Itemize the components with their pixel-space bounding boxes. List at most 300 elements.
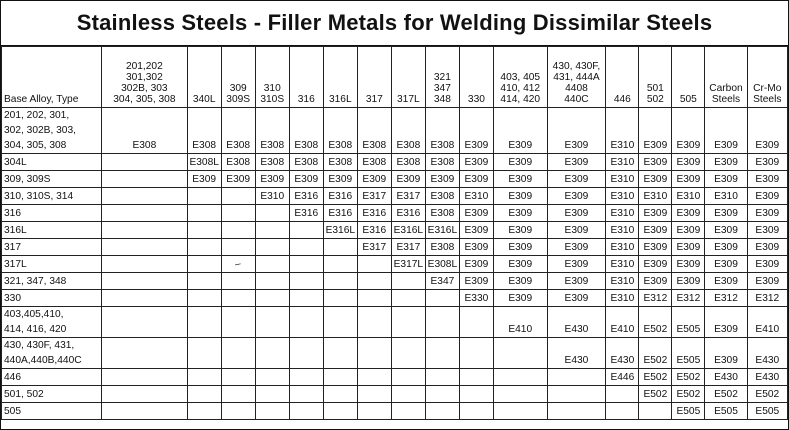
filler-cell bbox=[391, 290, 425, 307]
filler-cell: E309 bbox=[639, 171, 672, 188]
column-header bbox=[493, 47, 547, 108]
filler-cell bbox=[323, 290, 357, 307]
column-header-line: 309 bbox=[229, 83, 247, 94]
table-row bbox=[2, 188, 788, 205]
column-header bbox=[672, 47, 705, 108]
filler-cell bbox=[357, 386, 391, 403]
filler-cell: E502 bbox=[747, 386, 787, 403]
filler-cell: E310 bbox=[606, 256, 639, 273]
filler-cell: E309 bbox=[747, 239, 787, 256]
table-row bbox=[2, 369, 788, 386]
filler-cell bbox=[102, 403, 188, 420]
filler-cell bbox=[357, 290, 391, 307]
filler-cell: E309 bbox=[705, 108, 747, 154]
filler-cell: E309 bbox=[493, 108, 547, 154]
filler-cell bbox=[187, 338, 221, 369]
filler-cell: E309 bbox=[747, 188, 787, 205]
filler-cell bbox=[459, 403, 493, 420]
filler-cell: E308 bbox=[323, 154, 357, 171]
column-header-line: 201,202 bbox=[125, 61, 163, 72]
filler-cell: E430 bbox=[747, 338, 787, 369]
filler-cell: E309 bbox=[221, 171, 255, 188]
filler-cell bbox=[187, 239, 221, 256]
column-header bbox=[323, 47, 357, 108]
filler-cell: E309 bbox=[357, 171, 391, 188]
filler-cell: E312 bbox=[747, 290, 787, 307]
filler-cell: E310 bbox=[672, 188, 705, 205]
filler-cell bbox=[391, 338, 425, 369]
base-alloy-line: 403,405,410, bbox=[4, 309, 64, 320]
filler-cell: E316 bbox=[289, 188, 323, 205]
filler-cell: E310 bbox=[606, 154, 639, 171]
filler-cell: E410 bbox=[606, 307, 639, 338]
page-title: Stainless Steels - Filler Metals for Welding Dissimilar Steels bbox=[1, 1, 788, 46]
filler-cell: E505 bbox=[747, 403, 787, 420]
filler-cell: E316 bbox=[323, 188, 357, 205]
base-alloy-line: 316 bbox=[4, 208, 21, 219]
column-header-line: 309S bbox=[226, 94, 251, 105]
filler-cell bbox=[425, 338, 459, 369]
filler-cell: E502 bbox=[639, 386, 672, 403]
filler-cell bbox=[255, 256, 289, 273]
filler-cell bbox=[221, 307, 255, 338]
filler-cell: E309 bbox=[672, 239, 705, 256]
filler-cell bbox=[255, 369, 289, 386]
base-alloy-cell bbox=[2, 205, 102, 222]
base-alloy-line: 414, 416, 420 bbox=[4, 324, 67, 335]
column-header-line: 304, 305, 308 bbox=[113, 94, 176, 105]
filler-cell: E310 bbox=[606, 171, 639, 188]
filler-cell bbox=[221, 369, 255, 386]
filler-cell bbox=[547, 403, 606, 420]
filler-cell: E308 bbox=[255, 154, 289, 171]
filler-cell: E309 bbox=[547, 205, 606, 222]
filler-cell bbox=[357, 369, 391, 386]
filler-cell bbox=[323, 338, 357, 369]
base-alloy-cell bbox=[2, 386, 102, 403]
filler-cell: E309 bbox=[493, 188, 547, 205]
filler-cell bbox=[289, 369, 323, 386]
filler-cell bbox=[459, 338, 493, 369]
filler-cell: E317 bbox=[357, 188, 391, 205]
filler-cell: E502 bbox=[672, 386, 705, 403]
filler-cell: E309 bbox=[493, 205, 547, 222]
column-header-line: Cr-Mo bbox=[753, 83, 782, 94]
filler-cell: E309 bbox=[547, 171, 606, 188]
filler-cell: E502 bbox=[639, 307, 672, 338]
filler-cell: E430 bbox=[606, 338, 639, 369]
filler-cell bbox=[493, 386, 547, 403]
filler-cell: E310 bbox=[606, 188, 639, 205]
filler-cell bbox=[221, 338, 255, 369]
column-header-line: 410, 412 bbox=[500, 83, 541, 94]
filler-cell: E505 bbox=[672, 307, 705, 338]
filler-cell: E312 bbox=[672, 290, 705, 307]
filler-cell: E309 bbox=[187, 171, 221, 188]
filler-cell bbox=[323, 369, 357, 386]
column-header bbox=[391, 47, 425, 108]
filler-cell: E410 bbox=[747, 307, 787, 338]
filler-cell bbox=[459, 369, 493, 386]
column-header-line: 302B, 303 bbox=[121, 83, 168, 94]
column-header-line: Steels bbox=[753, 94, 782, 105]
filler-cell: E309 bbox=[459, 222, 493, 239]
base-alloy-cell bbox=[2, 154, 102, 171]
filler-cell bbox=[187, 369, 221, 386]
table-row bbox=[2, 256, 788, 273]
filler-cell bbox=[425, 307, 459, 338]
filler-cell bbox=[391, 307, 425, 338]
filler-cell: E309 bbox=[747, 171, 787, 188]
filler-cell bbox=[221, 205, 255, 222]
filler-cell bbox=[357, 403, 391, 420]
table-body bbox=[2, 108, 788, 420]
filler-cell: E310 bbox=[705, 188, 747, 205]
filler-cell: E317 bbox=[391, 239, 425, 256]
filler-cell bbox=[255, 205, 289, 222]
filler-cell: E430 bbox=[705, 369, 747, 386]
filler-cell bbox=[547, 369, 606, 386]
base-alloy-cell bbox=[2, 171, 102, 188]
header-row bbox=[2, 47, 788, 108]
filler-cell: E309 bbox=[747, 222, 787, 239]
filler-cell: E308 bbox=[425, 188, 459, 205]
filler-cell: E309 bbox=[547, 154, 606, 171]
column-header-line: 330 bbox=[467, 94, 485, 105]
base-alloy-cell bbox=[2, 290, 102, 307]
filler-cell bbox=[493, 369, 547, 386]
base-alloy-cell bbox=[2, 108, 102, 154]
filler-cell bbox=[289, 256, 323, 273]
table-row bbox=[2, 290, 788, 307]
base-alloy-cell bbox=[2, 239, 102, 256]
filler-cell: E502 bbox=[639, 369, 672, 386]
filler-cell: E502 bbox=[672, 369, 705, 386]
filler-cell: E309 bbox=[493, 239, 547, 256]
filler-cell: E308 bbox=[391, 154, 425, 171]
filler-cell: E309 bbox=[705, 256, 747, 273]
filler-cell: E308 bbox=[102, 108, 188, 154]
filler-cell bbox=[493, 338, 547, 369]
column-header-line: 310 bbox=[263, 83, 281, 94]
filler-cell: E502 bbox=[705, 386, 747, 403]
filler-cell bbox=[187, 307, 221, 338]
filler-cell: E312 bbox=[639, 290, 672, 307]
column-header-line: 316L bbox=[328, 94, 352, 105]
column-header bbox=[221, 47, 255, 108]
column-header bbox=[747, 47, 787, 108]
filler-cell bbox=[323, 386, 357, 403]
filler-cell: E309 bbox=[459, 108, 493, 154]
base-alloy-line: 505 bbox=[4, 406, 21, 417]
filler-cell bbox=[187, 290, 221, 307]
base-alloy-cell bbox=[2, 369, 102, 386]
filler-cell bbox=[255, 239, 289, 256]
column-header-line: 317L bbox=[397, 94, 420, 105]
column-header bbox=[547, 47, 606, 108]
filler-cell: E309 bbox=[705, 171, 747, 188]
filler-cell: E309 bbox=[493, 273, 547, 290]
filler-cell bbox=[289, 290, 323, 307]
filler-cell bbox=[187, 256, 221, 273]
filler-cell bbox=[187, 273, 221, 290]
filler-cell: E309 bbox=[705, 154, 747, 171]
filler-cell: E309 bbox=[639, 273, 672, 290]
filler-cell: E310 bbox=[606, 205, 639, 222]
filler-cell bbox=[459, 386, 493, 403]
filler-cell bbox=[547, 386, 606, 403]
column-header-line: 340L bbox=[192, 94, 216, 105]
base-alloy-cell bbox=[2, 307, 102, 338]
filler-cell: E309 bbox=[672, 154, 705, 171]
column-header-line: 502 bbox=[646, 94, 664, 105]
filler-cell: E316L bbox=[391, 222, 425, 239]
table-row bbox=[2, 386, 788, 403]
filler-cell bbox=[221, 273, 255, 290]
filler-cell: E308 bbox=[255, 108, 289, 154]
filler-cell: E430 bbox=[547, 338, 606, 369]
filler-cell bbox=[425, 290, 459, 307]
filler-cell: E309 bbox=[747, 273, 787, 290]
filler-cell bbox=[289, 307, 323, 338]
column-header-line: 4408 bbox=[565, 83, 588, 94]
filler-cell: E309 bbox=[391, 171, 425, 188]
filler-cell: E308 bbox=[323, 108, 357, 154]
filler-cell: E309 bbox=[672, 171, 705, 188]
filler-cell: E347 bbox=[425, 273, 459, 290]
filler-cell: E308 bbox=[357, 154, 391, 171]
filler-cell bbox=[323, 403, 357, 420]
filler-cell bbox=[493, 403, 547, 420]
column-header bbox=[459, 47, 493, 108]
filler-cell: E309 bbox=[459, 154, 493, 171]
filler-cell bbox=[391, 403, 425, 420]
column-header bbox=[425, 47, 459, 108]
column-header-line: 440C bbox=[564, 94, 589, 105]
filler-cell: E309 bbox=[547, 108, 606, 154]
filler-cell: E310 bbox=[459, 188, 493, 205]
filler-cell: E309 bbox=[705, 273, 747, 290]
filler-cell: E309 bbox=[425, 171, 459, 188]
filler-cell: E309 bbox=[747, 154, 787, 171]
filler-cell bbox=[357, 256, 391, 273]
filler-metal-table bbox=[1, 46, 788, 420]
filler-cell: E309 bbox=[705, 239, 747, 256]
filler-cell bbox=[187, 188, 221, 205]
stray-mark: – bbox=[234, 258, 243, 271]
table-row bbox=[2, 108, 788, 154]
base-alloy-cell bbox=[2, 222, 102, 239]
filler-cell: E309 bbox=[323, 171, 357, 188]
filler-cell: E309 bbox=[547, 290, 606, 307]
filler-cell: E308 bbox=[187, 108, 221, 154]
column-header bbox=[606, 47, 639, 108]
filler-cell bbox=[357, 338, 391, 369]
filler-cell bbox=[102, 256, 188, 273]
table-row bbox=[2, 273, 788, 290]
filler-cell: E309 bbox=[493, 222, 547, 239]
filler-cell: E309 bbox=[639, 108, 672, 154]
filler-cell bbox=[187, 386, 221, 403]
column-header-line: 501 bbox=[646, 83, 664, 94]
filler-cell bbox=[102, 222, 188, 239]
filler-cell bbox=[606, 403, 639, 420]
base-alloy-line: 317 bbox=[4, 242, 21, 253]
filler-cell: E309 bbox=[672, 222, 705, 239]
filler-cell bbox=[221, 188, 255, 205]
column-header bbox=[705, 47, 747, 108]
filler-cell bbox=[425, 403, 459, 420]
filler-cell: E309 bbox=[547, 256, 606, 273]
filler-cell bbox=[102, 290, 188, 307]
filler-cell bbox=[289, 273, 323, 290]
filler-cell bbox=[425, 369, 459, 386]
base-alloy-line: 201, 202, 301, bbox=[4, 110, 70, 121]
filler-cell bbox=[289, 386, 323, 403]
filler-cell bbox=[221, 222, 255, 239]
filler-cell bbox=[606, 386, 639, 403]
filler-cell: E310 bbox=[606, 273, 639, 290]
filler-cell: E410 bbox=[493, 307, 547, 338]
filler-cell: E308L bbox=[187, 154, 221, 171]
filler-cell: E309 bbox=[672, 273, 705, 290]
filler-cell: E309 bbox=[747, 108, 787, 154]
filler-cell: E309 bbox=[639, 239, 672, 256]
filler-cell bbox=[289, 222, 323, 239]
filler-cell bbox=[255, 403, 289, 420]
filler-cell: E310 bbox=[606, 222, 639, 239]
filler-cell: E505 bbox=[672, 338, 705, 369]
filler-cell bbox=[255, 222, 289, 239]
filler-cell bbox=[323, 239, 357, 256]
base-alloy-line: 304, 305, 308 bbox=[4, 140, 67, 151]
filler-cell bbox=[221, 290, 255, 307]
filler-cell: E309 bbox=[459, 205, 493, 222]
filler-cell bbox=[221, 403, 255, 420]
base-alloy-cell bbox=[2, 273, 102, 290]
filler-cell: E317 bbox=[357, 239, 391, 256]
filler-cell: E309 bbox=[459, 171, 493, 188]
filler-cell: E316 bbox=[391, 205, 425, 222]
column-header-line: 347 bbox=[433, 83, 451, 94]
base-alloy-line: 330 bbox=[4, 293, 21, 304]
filler-cell bbox=[102, 154, 188, 171]
table-row bbox=[2, 338, 788, 369]
filler-cell bbox=[357, 307, 391, 338]
filler-cell: E308 bbox=[221, 108, 255, 154]
filler-cell bbox=[187, 205, 221, 222]
filler-cell bbox=[255, 386, 289, 403]
column-header-line: Steels bbox=[711, 94, 741, 105]
filler-cell: E309 bbox=[493, 290, 547, 307]
filler-cell bbox=[391, 273, 425, 290]
filler-cell bbox=[289, 239, 323, 256]
column-header bbox=[357, 47, 391, 108]
filler-cell bbox=[102, 205, 188, 222]
table-row bbox=[2, 403, 788, 420]
filler-cell: E309 bbox=[639, 154, 672, 171]
table-row bbox=[2, 205, 788, 222]
filler-cell bbox=[102, 307, 188, 338]
filler-cell: E505 bbox=[672, 403, 705, 420]
filler-cell: E309 bbox=[639, 222, 672, 239]
filler-cell: E309 bbox=[493, 154, 547, 171]
base-alloy-line: 321, 347, 348 bbox=[4, 276, 67, 287]
column-header-line: 414, 420 bbox=[500, 94, 541, 105]
filler-cell: E309 bbox=[493, 256, 547, 273]
filler-cell: E309 bbox=[639, 256, 672, 273]
column-header-line: 446 bbox=[613, 94, 631, 105]
filler-cell bbox=[102, 239, 188, 256]
filler-cell bbox=[459, 307, 493, 338]
filler-cell bbox=[255, 273, 289, 290]
column-header-line: 505 bbox=[679, 94, 697, 105]
base-alloy-cell bbox=[2, 403, 102, 420]
column-header bbox=[639, 47, 672, 108]
filler-cell bbox=[102, 386, 188, 403]
filler-cell bbox=[187, 403, 221, 420]
filler-cell bbox=[255, 307, 289, 338]
base-alloy-line: 309, 309S bbox=[4, 174, 51, 185]
filler-cell: E308 bbox=[425, 239, 459, 256]
column-header-line: 316 bbox=[297, 94, 315, 105]
table-row bbox=[2, 154, 788, 171]
filler-cell: E309 bbox=[672, 108, 705, 154]
filler-cell: E310 bbox=[606, 239, 639, 256]
filler-cell: E308 bbox=[425, 108, 459, 154]
filler-cell: E430 bbox=[747, 369, 787, 386]
column-header-line: 431, 444A bbox=[553, 72, 600, 83]
filler-cell: E310 bbox=[255, 188, 289, 205]
table-row bbox=[2, 239, 788, 256]
column-header bbox=[289, 47, 323, 108]
filler-cell bbox=[102, 273, 188, 290]
filler-cell bbox=[187, 222, 221, 239]
table-row bbox=[2, 171, 788, 188]
base-alloy-line: 317L bbox=[4, 259, 27, 270]
filler-cell bbox=[221, 239, 255, 256]
filler-cell: E330 bbox=[459, 290, 493, 307]
filler-cell: E309 bbox=[547, 188, 606, 205]
filler-cell: E309 bbox=[459, 256, 493, 273]
base-alloy-line: 304L bbox=[4, 157, 27, 168]
table-row bbox=[2, 222, 788, 239]
filler-cell: E309 bbox=[289, 171, 323, 188]
column-header-line: 403, 405 bbox=[500, 72, 541, 83]
filler-cell: E505 bbox=[705, 403, 747, 420]
base-alloy-line: 316L bbox=[4, 225, 27, 236]
base-alloy-line: 310, 310S, 314 bbox=[4, 191, 74, 202]
column-header-line: Carbon bbox=[709, 83, 743, 94]
base-alloy-line: 446 bbox=[4, 372, 21, 383]
filler-cell: E309 bbox=[747, 256, 787, 273]
filler-cell: E309 bbox=[255, 171, 289, 188]
filler-cell bbox=[289, 403, 323, 420]
base-alloy-cell bbox=[2, 188, 102, 205]
filler-cell bbox=[221, 256, 255, 273]
filler-cell bbox=[255, 290, 289, 307]
filler-cell: E309 bbox=[672, 205, 705, 222]
filler-cell: E316 bbox=[357, 222, 391, 239]
filler-cell: E309 bbox=[705, 222, 747, 239]
column-header-line: 301,302 bbox=[125, 72, 163, 83]
filler-cell: E309 bbox=[747, 205, 787, 222]
filler-cell: E308 bbox=[289, 108, 323, 154]
filler-cell: E309 bbox=[459, 273, 493, 290]
column-header bbox=[255, 47, 289, 108]
filler-cell: E430 bbox=[547, 307, 606, 338]
base-alloy-cell bbox=[2, 256, 102, 273]
